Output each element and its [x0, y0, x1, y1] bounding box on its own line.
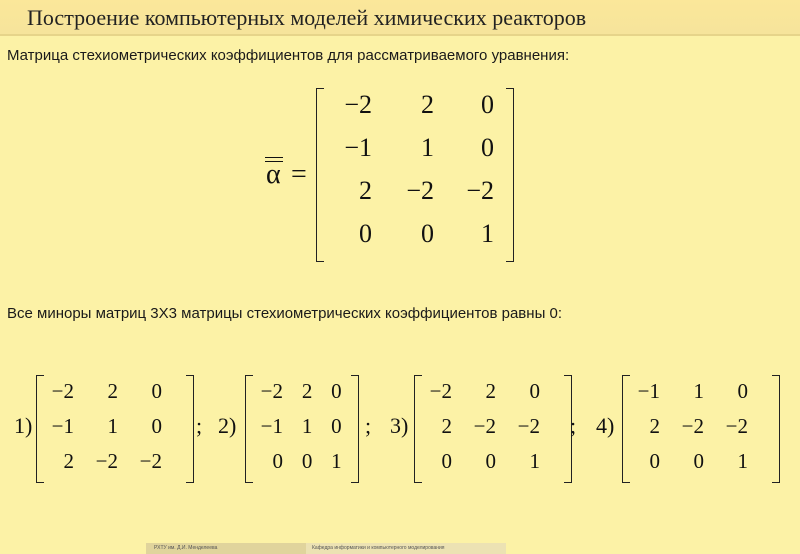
slide-title: Построение компьютерных моделей химических реакторов: [27, 5, 587, 30]
stoichiometric-matrix: [316, 88, 514, 262]
minor-cell: 2: [107, 379, 118, 403]
minor-cell: −1: [51, 414, 74, 438]
minor-cell: 0: [331, 379, 342, 403]
minor-cell: −2: [51, 379, 74, 403]
minor-matrix: [245, 375, 359, 483]
slide-title-bar: [0, 0, 800, 36]
right-bracket: [186, 375, 194, 483]
matrix-cell: 1: [421, 133, 434, 162]
minor-cell: −2: [517, 414, 540, 438]
minor-cell: 0: [441, 449, 452, 473]
matrix-cell: −1: [344, 133, 372, 162]
minor-label: 2): [218, 413, 237, 438]
matrix-cell: −2: [344, 90, 372, 119]
footer-department: Кафедра информатики и компьютерного моделирования: [306, 543, 506, 554]
minor-cell: 0: [331, 414, 342, 438]
minor-cell: 0: [151, 379, 162, 403]
minor-cell: 1: [693, 379, 704, 403]
minors-description: Все миноры матриц 3Х3 матрицы стехиометрических коэффициентов равны 0:: [7, 305, 563, 322]
matrix-cell: 0: [359, 219, 372, 248]
minor-cell: 1: [331, 449, 342, 473]
minor-cell: −2: [260, 379, 283, 403]
minor-cell: 2: [63, 449, 74, 473]
matrix-cell: −2: [406, 176, 434, 205]
matrix-cell: 0: [421, 219, 434, 248]
matrix-description: Матрица стехиометрических коэффициентов для рассматриваемого уравнения:: [7, 47, 570, 64]
minor-separator: ;: [365, 413, 372, 438]
minor-label: 1): [14, 413, 33, 438]
minor-cell: 2: [485, 379, 496, 403]
matrix-cell: −2: [466, 176, 494, 205]
minor-cell: −2: [473, 414, 496, 438]
matrix-cell: 0: [481, 133, 494, 162]
right-bracket: [506, 88, 514, 262]
minor-separator: ;: [196, 413, 203, 438]
minor-label: 4): [596, 413, 615, 438]
minor-cell: 0: [301, 449, 313, 473]
alpha-overline: [265, 157, 283, 158]
alpha-symbol: α: [266, 159, 281, 191]
minor-cell: 1: [737, 449, 748, 473]
minor-cell: 0: [485, 449, 496, 473]
minor-separator: ;: [570, 413, 577, 438]
minor-cell: −2: [95, 449, 118, 473]
minor-cell: −2: [139, 449, 162, 473]
minor-cell: 2: [301, 379, 313, 403]
matrix-cell: 2: [421, 90, 434, 119]
minor-cell: 1: [107, 414, 118, 438]
minor-cell: −2: [429, 379, 452, 403]
minor-cell: −1: [260, 414, 283, 438]
minor-cell: 0: [693, 449, 704, 473]
minor-cell: 0: [649, 449, 660, 473]
minor-matrix: [36, 375, 194, 483]
minor-matrix: [414, 375, 572, 483]
minor-cell: 1: [529, 449, 540, 473]
minor-matrix: [622, 375, 780, 483]
minor-cell: −1: [637, 379, 660, 403]
minor-cell: 2: [441, 414, 452, 438]
equals-sign: =: [291, 159, 307, 190]
minor-cell: 0: [151, 414, 162, 438]
right-bracket: [351, 375, 359, 483]
matrix-cell: 2: [359, 176, 372, 205]
matrix-cell: 1: [481, 219, 494, 248]
right-bracket: [772, 375, 780, 483]
minor-cell: −2: [725, 414, 748, 438]
alpha-overline-2: [265, 161, 283, 162]
footer-university: РХТУ им. Д.И. Менделеева: [146, 543, 306, 554]
minor-cell: 1: [301, 414, 313, 438]
minor-cell: 0: [737, 379, 748, 403]
matrix-cell: 0: [481, 90, 494, 119]
minor-label: 3): [390, 413, 409, 438]
minor-cell: 0: [272, 449, 283, 473]
minor-cell: −2: [681, 414, 704, 438]
minor-cell: 0: [529, 379, 540, 403]
minor-cell: 2: [649, 414, 660, 438]
